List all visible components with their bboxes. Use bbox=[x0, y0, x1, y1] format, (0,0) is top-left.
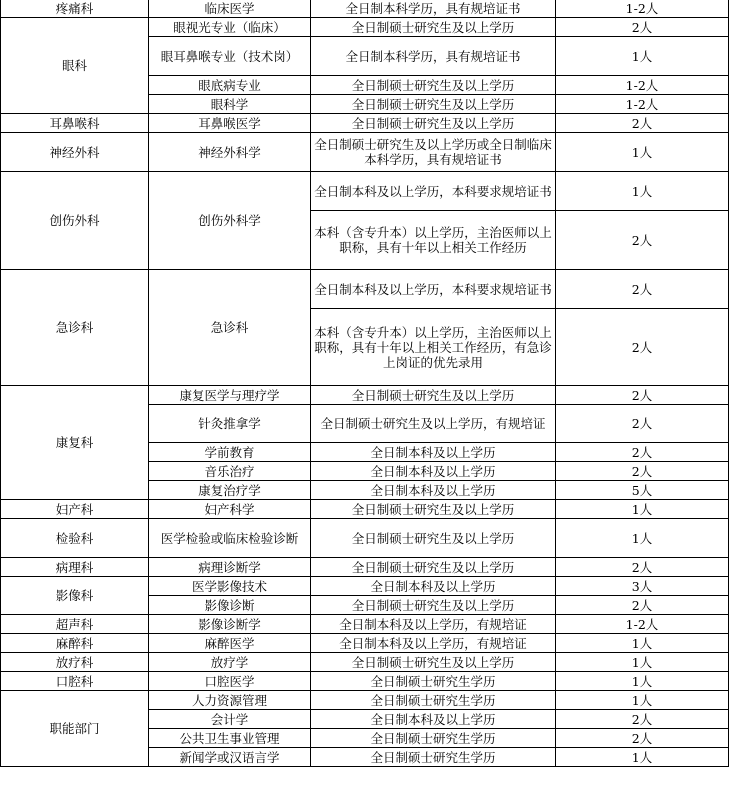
department-cell: 创伤外科 bbox=[1, 172, 149, 270]
requirement-cell: 全日制硕士研究生及以上学历，有规培证 bbox=[311, 405, 556, 443]
requirement-cell: 全日制本科及以上学历，本科要求规培证书 bbox=[311, 270, 556, 309]
headcount-cell: 2人 bbox=[556, 462, 729, 481]
department-cell: 影像科 bbox=[1, 577, 149, 615]
table-row bbox=[1, 634, 729, 653]
specialty-cell: 针灸推拿学 bbox=[149, 405, 311, 443]
requirement-cell: 全日制硕士研究生及以上学历 bbox=[311, 653, 556, 672]
specialty-cell: 麻醉医学 bbox=[149, 634, 311, 653]
specialty-cell: 音乐治疗 bbox=[149, 462, 311, 481]
headcount-cell: 1人 bbox=[556, 500, 729, 519]
requirement-cell: 本科（含专升本）以上学历，主治医师以上职称，具有十年以上相关工作经历 bbox=[311, 211, 556, 270]
table-row bbox=[1, 0, 729, 18]
specialty-cell: 会计学 bbox=[149, 710, 311, 729]
requirement-cell: 全日制本科及以上学历 bbox=[311, 481, 556, 500]
specialty-cell: 临床医学 bbox=[149, 0, 311, 18]
department-cell: 口腔科 bbox=[1, 672, 149, 691]
department-cell: 康复科 bbox=[1, 386, 149, 500]
specialty-cell: 康复医学与理疗学 bbox=[149, 386, 311, 405]
headcount-cell: 1人 bbox=[556, 519, 729, 558]
specialty-cell: 眼视光专业（临床） bbox=[149, 18, 311, 37]
headcount-cell: 2人 bbox=[556, 270, 729, 309]
specialty-cell: 耳鼻喉医学 bbox=[149, 114, 311, 133]
requirement-cell: 全日制硕士研究生及以上学历 bbox=[311, 596, 556, 615]
specialty-cell: 放疗学 bbox=[149, 653, 311, 672]
table-row bbox=[1, 615, 729, 634]
headcount-cell: 2人 bbox=[556, 596, 729, 615]
headcount-cell: 1人 bbox=[556, 37, 729, 76]
department-cell: 放疗科 bbox=[1, 653, 149, 672]
table-row bbox=[1, 519, 729, 558]
headcount-cell: 2人 bbox=[556, 405, 729, 443]
specialty-cell: 医学影像技术 bbox=[149, 577, 311, 596]
headcount-cell: 2人 bbox=[556, 729, 729, 748]
requirement-cell: 全日制本科及以上学历 bbox=[311, 462, 556, 481]
table-row bbox=[1, 691, 729, 710]
requirement-cell: 全日制硕士研究生学历 bbox=[311, 672, 556, 691]
table-row bbox=[1, 114, 729, 133]
specialty-cell: 眼耳鼻喉专业（技术岗） bbox=[149, 37, 311, 76]
department-cell: 职能部门 bbox=[1, 691, 149, 767]
headcount-cell: 2人 bbox=[556, 114, 729, 133]
requirement-cell: 全日制本科及以上学历，有规培证 bbox=[311, 634, 556, 653]
requirement-cell: 全日制硕士研究生及以上学历 bbox=[311, 519, 556, 558]
table-row bbox=[1, 18, 729, 37]
requirement-cell: 全日制硕士研究生及以上学历 bbox=[311, 500, 556, 519]
recruitment-table-body bbox=[1, 0, 729, 767]
specialty-cell: 神经外科学 bbox=[149, 133, 311, 172]
specialty-cell: 康复治疗学 bbox=[149, 481, 311, 500]
table-row bbox=[1, 577, 729, 596]
specialty-cell: 影像诊断学 bbox=[149, 615, 311, 634]
specialty-cell: 眼底病专业 bbox=[149, 76, 311, 95]
department-cell: 耳鼻喉科 bbox=[1, 114, 149, 133]
department-cell: 疼痛科 bbox=[1, 0, 149, 18]
specialty-cell: 创伤外科学 bbox=[149, 172, 311, 270]
requirement-cell: 全日制硕士研究生及以上学历或全日制临床本科学历，具有规培证书 bbox=[311, 133, 556, 172]
headcount-cell: 2人 bbox=[556, 211, 729, 270]
headcount-cell: 1-2人 bbox=[556, 76, 729, 95]
table-row bbox=[1, 270, 729, 309]
requirement-cell: 全日制硕士研究生学历 bbox=[311, 691, 556, 710]
headcount-cell: 1人 bbox=[556, 172, 729, 211]
department-cell: 病理科 bbox=[1, 558, 149, 577]
requirement-cell: 全日制硕士研究生及以上学历 bbox=[311, 76, 556, 95]
specialty-cell: 医学检验或临床检验诊断 bbox=[149, 519, 311, 558]
requirement-cell: 本科（含专升本）以上学历，主治医师以上职称，具有十年以上相关工作经历，有急诊上岗证的优先录用 bbox=[311, 309, 556, 386]
headcount-cell: 1-2人 bbox=[556, 615, 729, 634]
specialty-cell: 影像诊断 bbox=[149, 596, 311, 615]
specialty-cell: 口腔医学 bbox=[149, 672, 311, 691]
requirement-cell: 全日制硕士研究生及以上学历 bbox=[311, 114, 556, 133]
specialty-cell: 眼科学 bbox=[149, 95, 311, 114]
headcount-cell: 1人 bbox=[556, 691, 729, 710]
department-cell: 超声科 bbox=[1, 615, 149, 634]
specialty-cell: 妇产科学 bbox=[149, 500, 311, 519]
table-row bbox=[1, 386, 729, 405]
department-cell: 检验科 bbox=[1, 519, 149, 558]
headcount-cell: 1人 bbox=[556, 634, 729, 653]
requirement-cell: 全日制本科及以上学历 bbox=[311, 577, 556, 596]
specialty-cell: 急诊科 bbox=[149, 270, 311, 386]
headcount-cell: 2人 bbox=[556, 443, 729, 462]
table-row bbox=[1, 558, 729, 577]
requirement-cell: 全日制本科及以上学历 bbox=[311, 710, 556, 729]
specialty-cell: 病理诊断学 bbox=[149, 558, 311, 577]
specialty-cell: 学前教育 bbox=[149, 443, 311, 462]
department-cell: 麻醉科 bbox=[1, 634, 149, 653]
department-cell: 急诊科 bbox=[1, 270, 149, 386]
headcount-cell: 1-2人 bbox=[556, 0, 729, 18]
requirement-cell: 全日制硕士研究生及以上学历 bbox=[311, 18, 556, 37]
department-cell: 神经外科 bbox=[1, 133, 149, 172]
department-cell: 眼科 bbox=[1, 18, 149, 114]
headcount-cell: 3人 bbox=[556, 577, 729, 596]
headcount-cell: 5人 bbox=[556, 481, 729, 500]
specialty-cell: 人力资源管理 bbox=[149, 691, 311, 710]
table-row bbox=[1, 653, 729, 672]
table-row bbox=[1, 672, 729, 691]
requirement-cell: 全日制本科学历，具有规培证书 bbox=[311, 0, 556, 18]
headcount-cell: 2人 bbox=[556, 558, 729, 577]
headcount-cell: 1人 bbox=[556, 653, 729, 672]
department-cell: 妇产科 bbox=[1, 500, 149, 519]
requirement-cell: 全日制本科及以上学历 bbox=[311, 443, 556, 462]
requirement-cell: 全日制硕士研究生及以上学历 bbox=[311, 95, 556, 114]
headcount-cell: 1人 bbox=[556, 748, 729, 767]
headcount-cell: 2人 bbox=[556, 18, 729, 37]
table-row bbox=[1, 133, 729, 172]
requirement-cell: 全日制硕士研究生学历 bbox=[311, 729, 556, 748]
specialty-cell: 公共卫生事业管理 bbox=[149, 729, 311, 748]
requirement-cell: 全日制硕士研究生及以上学历 bbox=[311, 558, 556, 577]
headcount-cell: 2人 bbox=[556, 309, 729, 386]
requirement-cell: 全日制本科及以上学历，本科要求规培证书 bbox=[311, 172, 556, 211]
specialty-cell: 新闻学或汉语言学 bbox=[149, 748, 311, 767]
headcount-cell: 2人 bbox=[556, 710, 729, 729]
headcount-cell: 2人 bbox=[556, 386, 729, 405]
table-row bbox=[1, 172, 729, 211]
requirement-cell: 全日制硕士研究生及以上学历 bbox=[311, 386, 556, 405]
headcount-cell: 1人 bbox=[556, 133, 729, 172]
headcount-cell: 1-2人 bbox=[556, 95, 729, 114]
requirement-cell: 全日制本科及以上学历，有规培证 bbox=[311, 615, 556, 634]
requirement-cell: 全日制本科学历，具有规培证书 bbox=[311, 37, 556, 76]
headcount-cell: 1人 bbox=[556, 672, 729, 691]
table-row bbox=[1, 500, 729, 519]
requirement-cell: 全日制硕士研究生学历 bbox=[311, 748, 556, 767]
